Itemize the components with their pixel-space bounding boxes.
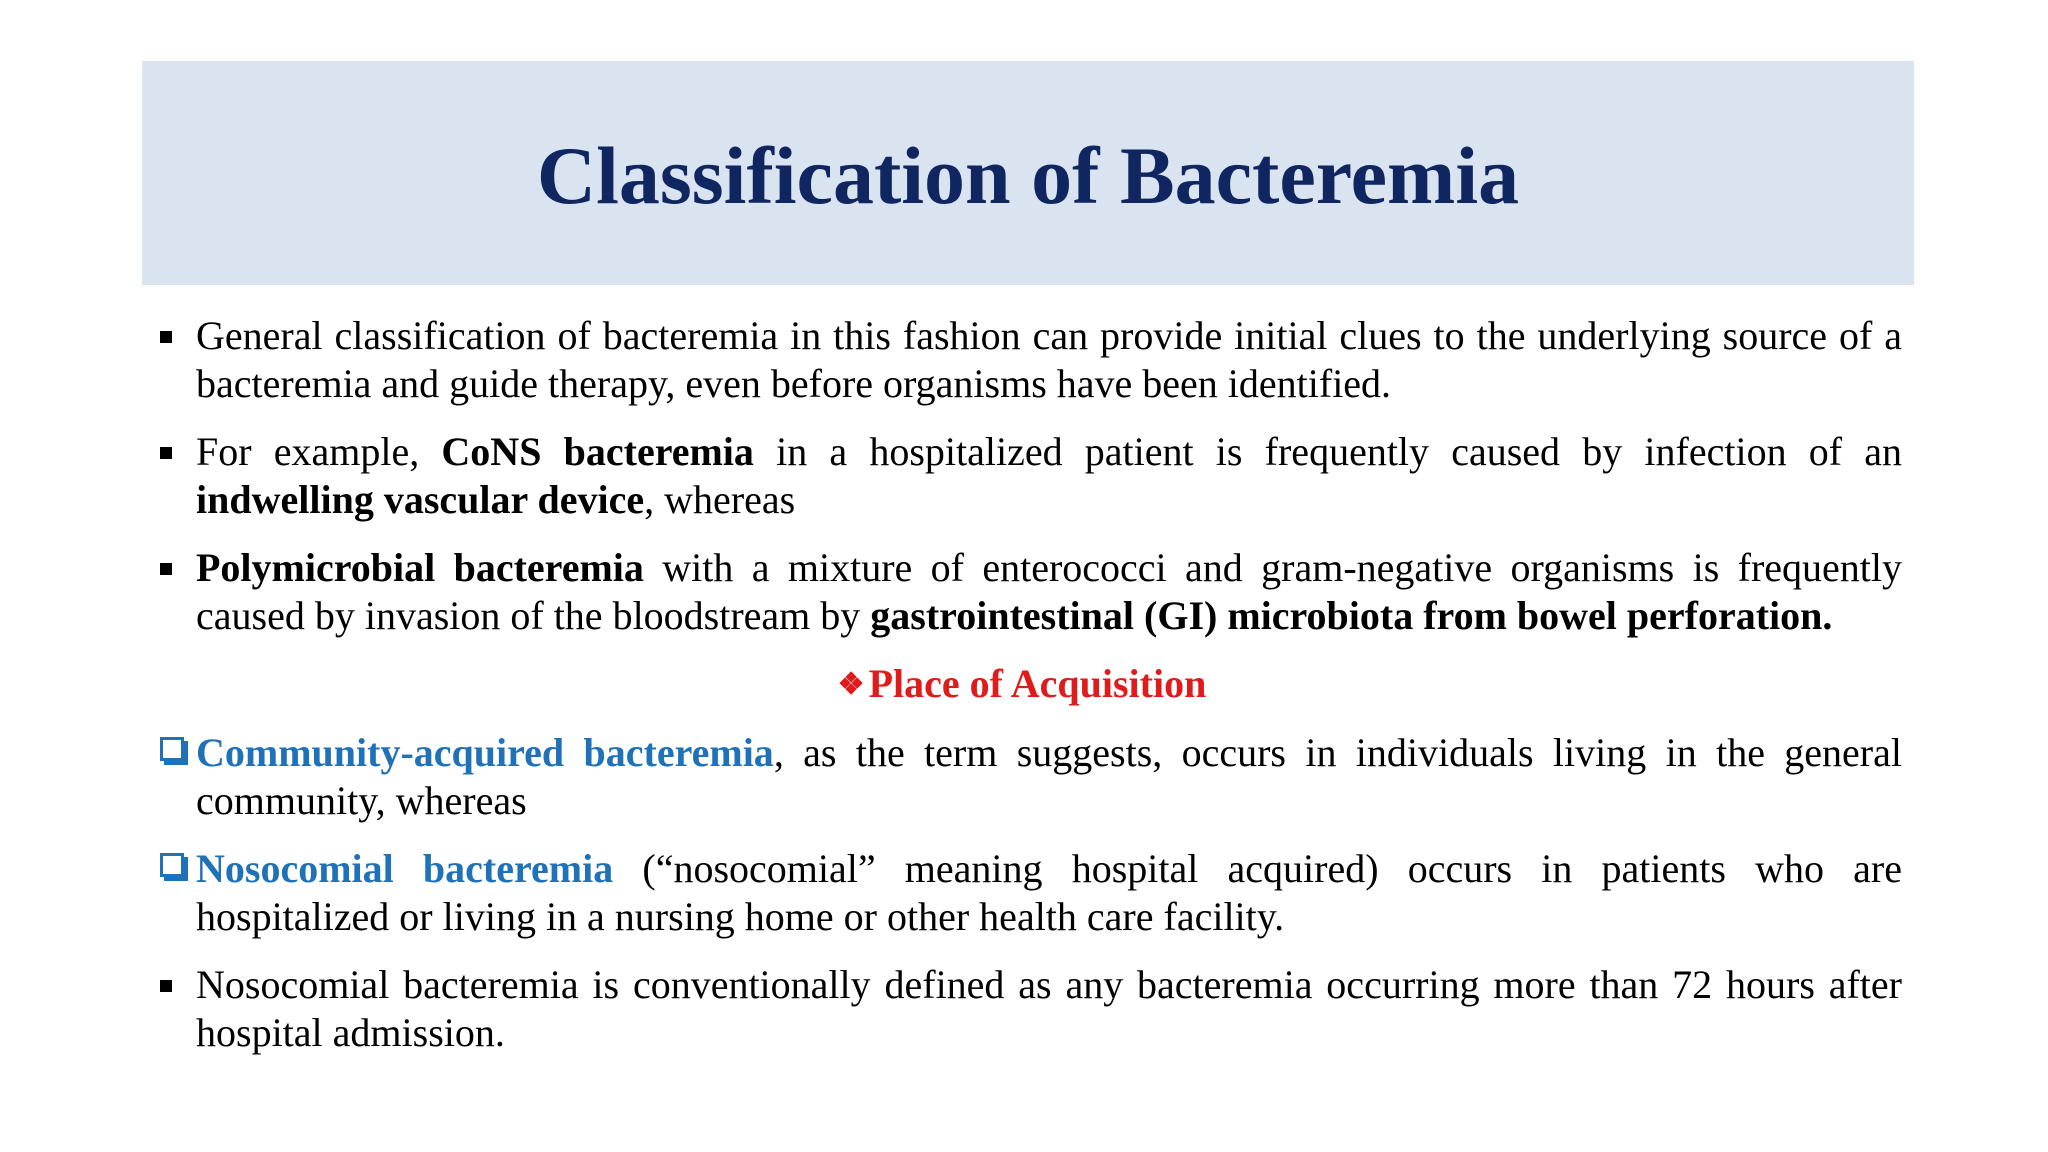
item-community-acquired [142,729,1902,825]
term-community-acquired: Community-acquired bacteremia [196,730,774,775]
bullet-polymicrobial [142,544,1902,640]
bullet-general-classification [142,312,1902,408]
section-heading-text: Place of Acquisition [868,661,1207,706]
square-bullet-icon [160,331,172,343]
item-text: (“nosocomial” meaning hospital acquired) occurs in patients who are hospitalized or living in a nursing home or other health care facility. [196,846,1902,939]
slide-content [142,312,1902,1077]
title-band [142,61,1914,285]
bold-term-gi: gastrointestinal (GI) microbiota from bowel perforation. [870,593,1833,638]
square-bullet-icon [160,447,172,459]
square-bullet-icon [160,563,172,575]
bullet-text: Nosocomial bacteremia is conventionally defined as any bacteremia occurring more than 72 hours after hospital admission. [196,962,1902,1055]
bullet-cons-example [142,428,1902,524]
bullet-text: with a mixture of enterococci and gram-negative organisms is frequently caused by invasion of the bloodstream by [196,545,1903,638]
square-bullet-icon [160,980,172,992]
checkbox-bullet-icon [160,737,184,761]
term-nosocomial: Nosocomial bacteremia [196,846,614,891]
slide-title: Classification of Bacteremia [536,130,1520,221]
item-nosocomial [142,845,1902,941]
bullet-text: in a hospitalized patient is frequently caused by infection of an [753,429,1903,474]
bullet-text: , whereas [644,477,796,522]
diamond-bullet-icon: ❖ [837,668,865,701]
bold-term-cons: CoNS bacteremia [441,429,754,474]
checkbox-bullet-icon [160,853,184,877]
bold-term-device: indwelling vascular device [196,477,645,522]
bullet-nosocomial-definition [142,961,1902,1057]
bold-term-polymicrobial: Polymicrobial bacteremia [196,545,644,590]
section-heading [142,660,1902,709]
bullet-text: General classification of bacteremia in this fashion can provide initial clues to the underlying source of a bacteremia and guide therapy, even before organisms have been identified. [196,313,1902,406]
item-text: , as the term suggests, occurs in individuals living in the general community, whereas [196,730,1902,823]
bullet-text: For example, [196,429,442,474]
